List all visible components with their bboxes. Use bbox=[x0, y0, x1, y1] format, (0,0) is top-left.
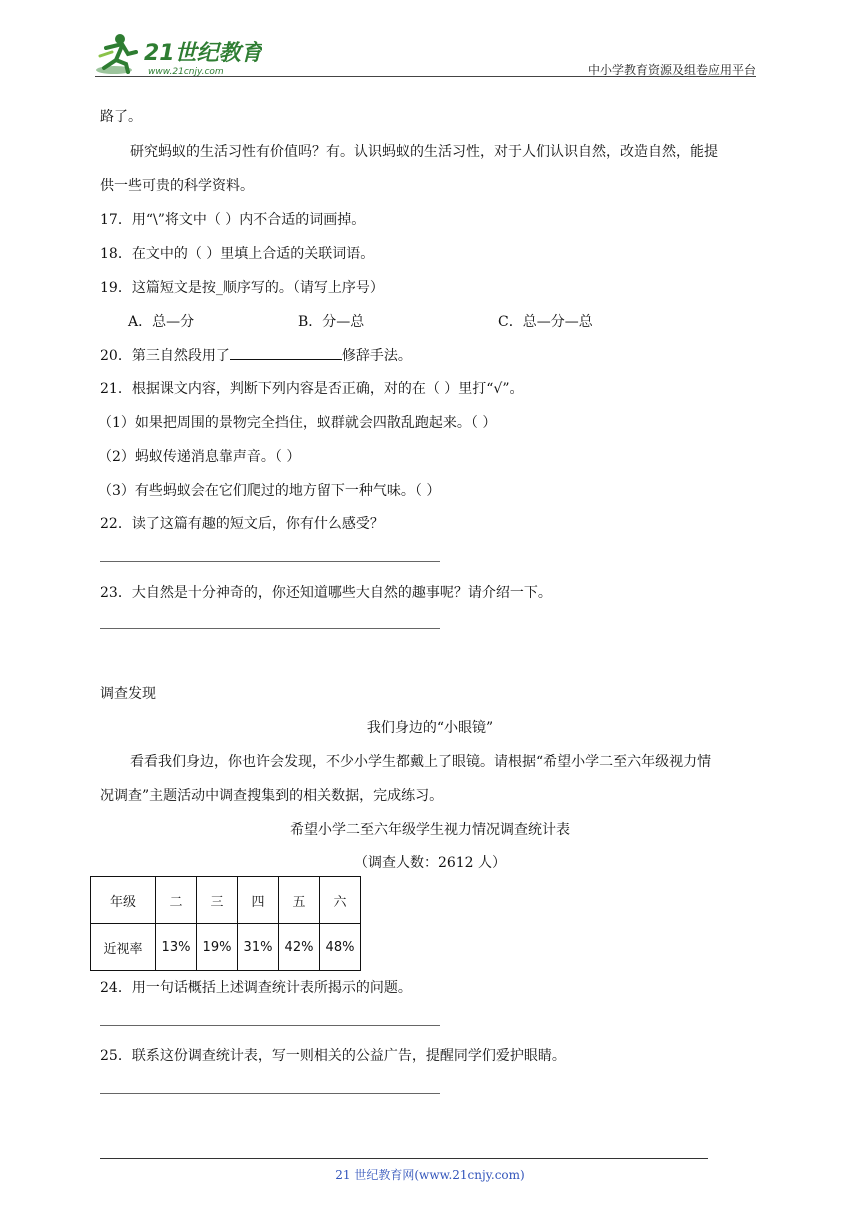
answer-line-24[interactable] bbox=[100, 1025, 440, 1026]
passage-line-1: 路了。 bbox=[100, 109, 142, 125]
table-title: 希望小学二至六年级学生视力情况调查统计表 bbox=[290, 822, 570, 838]
question-21-item-3: （3）有些蚂蚁会在它们爬过的地方留下一种气味。（ ） bbox=[98, 483, 441, 499]
question-21: 21．根据课文内容，判断下列内容是否正确，对的在（ ）里打“√”。 bbox=[100, 381, 524, 397]
question-22: 22．读了这篇有趣的短文后，你有什么感受？ bbox=[100, 516, 384, 532]
answer-line-25[interactable] bbox=[100, 1093, 440, 1094]
grade-cell: 五 bbox=[279, 877, 320, 924]
header-divider bbox=[95, 76, 756, 77]
footer-link[interactable]: 21 世纪教育网(www.21cnjy.com) bbox=[335, 1168, 525, 1182]
platform-name: 中小学教育资源及组卷应用平台 bbox=[587, 63, 756, 77]
table-subtitle: （调查人数：2612 人） bbox=[353, 855, 507, 871]
question-21-item-2: （2）蚂蚁传递消息靠声音。（ ） bbox=[98, 449, 301, 465]
grade-cell: 三 bbox=[197, 877, 238, 924]
survey-intro-1: 看看我们身边，你也许会发现，不少小学生都戴上了眼镜。请根据“希望小学二至六年级视力情 bbox=[130, 754, 712, 770]
question-19: 19．这篇短文是按_顺序写的。（请写上序号） bbox=[100, 280, 384, 296]
survey-intro-2: 况调查”主题活动中调查搜集到的相关数据，完成练习。 bbox=[100, 788, 444, 804]
option-c: C．总—分—总 bbox=[498, 314, 593, 330]
question-25: 25．联系这份调查统计表，写一则相关的公益广告，提醒同学们爱护眼睛。 bbox=[100, 1048, 566, 1064]
answer-line-23[interactable] bbox=[100, 628, 440, 629]
passage-line-2: 研究蚂蚁的生活习性有价值吗？有。认识蚂蚁的生活习性，对于人们认识自然，改造自然，能提 bbox=[130, 144, 718, 160]
section-title: 调查发现 bbox=[100, 686, 156, 702]
row-header-rate: 近视率 bbox=[91, 924, 156, 971]
answer-line-22[interactable] bbox=[100, 561, 440, 562]
question-24: 24．用一句话概括上述调查统计表所揭示的问题。 bbox=[100, 980, 412, 996]
grade-cell: 六 bbox=[320, 877, 361, 924]
article-title: 我们身边的“小眼镜” bbox=[366, 720, 494, 736]
option-b: B．分—总 bbox=[298, 314, 365, 330]
question-17: 17．用“\”将文中（ ）内不合适的词画掉。 bbox=[100, 212, 366, 228]
grade-cell: 二 bbox=[156, 877, 197, 924]
row-header-grade: 年级 bbox=[91, 877, 156, 924]
rate-cell: 19% bbox=[197, 924, 238, 971]
passage-line-3: 供一些可贵的科学资料。 bbox=[100, 178, 254, 194]
rate-cell: 42% bbox=[279, 924, 320, 971]
site-logo bbox=[92, 32, 262, 78]
table-row bbox=[91, 877, 361, 924]
question-20-prefix: 20．第三自然段用了 bbox=[100, 348, 230, 364]
logo-text: 21世纪教育 bbox=[144, 41, 262, 66]
answer-blank[interactable] bbox=[230, 347, 342, 360]
rate-cell: 48% bbox=[320, 924, 361, 971]
option-a: A．总—分 bbox=[128, 314, 195, 330]
rate-cell: 31% bbox=[238, 924, 279, 971]
grade-cell: 四 bbox=[238, 877, 279, 924]
vision-survey-table bbox=[90, 876, 361, 971]
table-row bbox=[91, 924, 361, 971]
logo-url: www.21cnjy.com bbox=[148, 67, 224, 77]
rate-cell: 13% bbox=[156, 924, 197, 971]
question-20 bbox=[100, 345, 412, 365]
question-18: 18．在文中的（ ）里填上合适的关联词语。 bbox=[100, 246, 375, 262]
question-20-suffix: 修辞手法。 bbox=[341, 348, 412, 364]
question-21-item-1: （1）如果把周围的景物完全挡住，蚁群就会四散乱跑起来。（ ） bbox=[98, 415, 497, 431]
footer-divider bbox=[100, 1158, 708, 1159]
question-23: 23．大自然是十分神奇的，你还知道哪些大自然的趣事呢？请介绍一下。 bbox=[100, 585, 552, 601]
